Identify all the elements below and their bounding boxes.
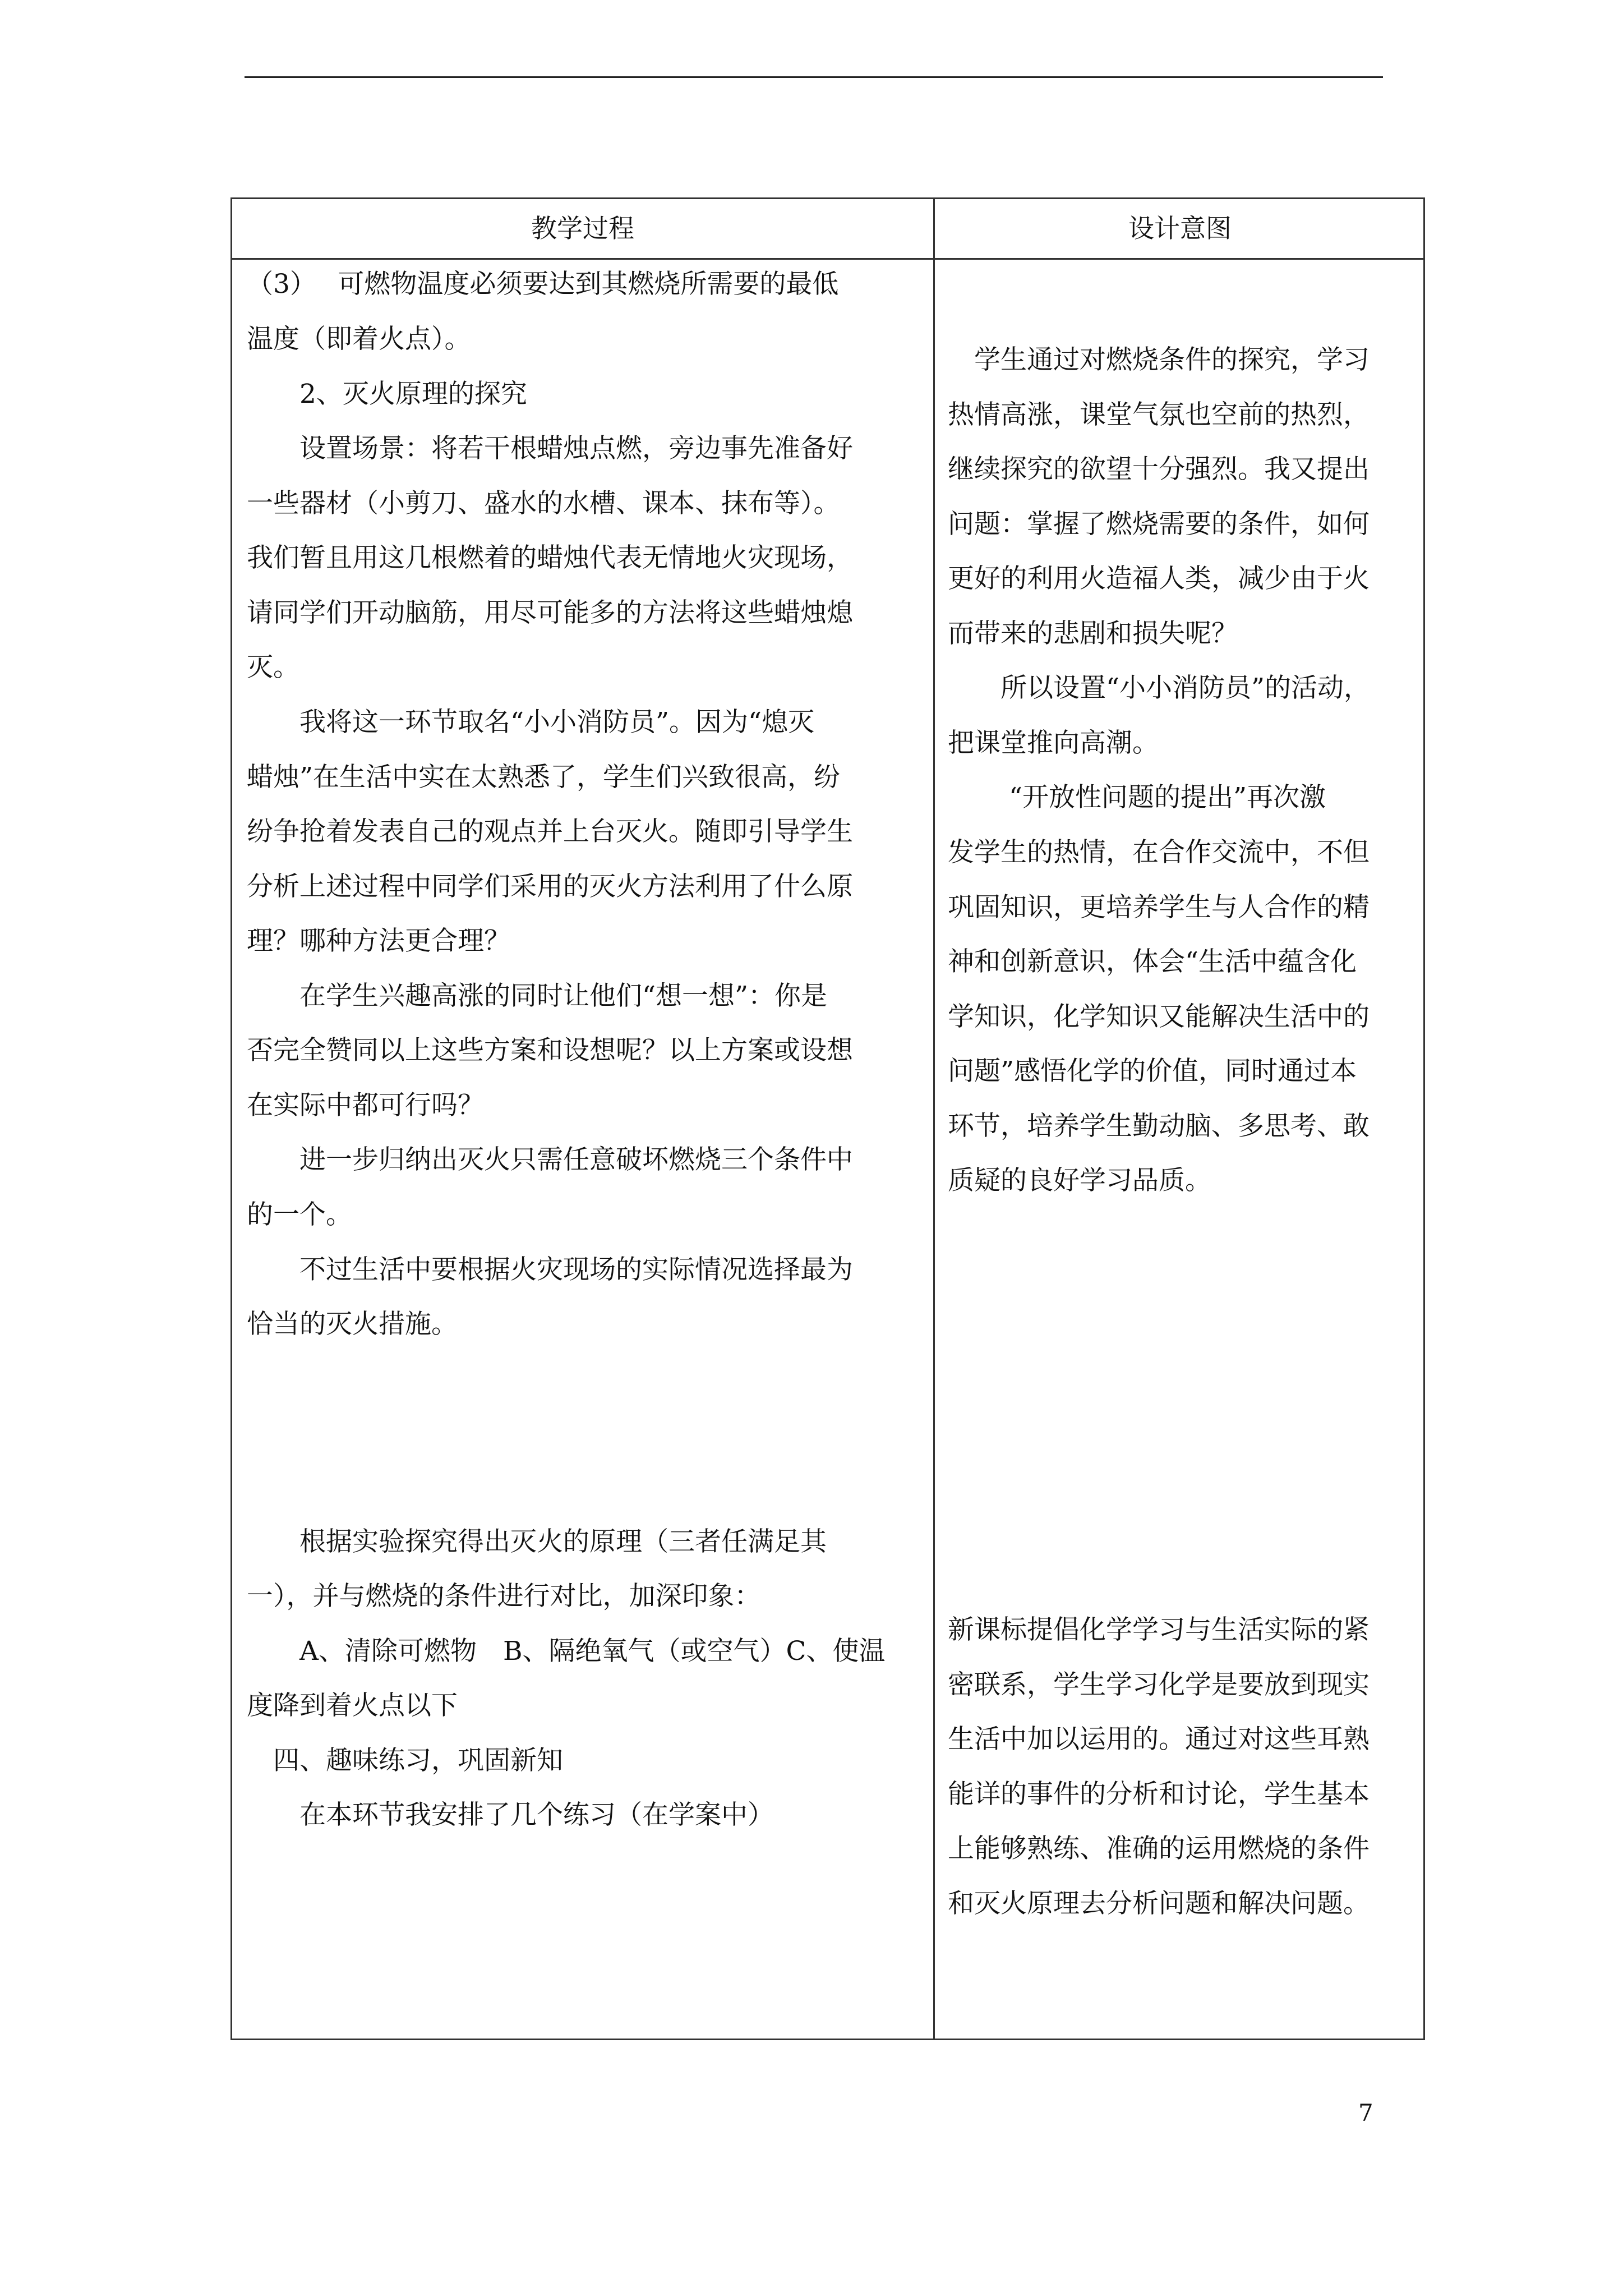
right-line: 学知识，化学知识又能解决生活中的 bbox=[948, 1001, 1370, 1032]
left-line: 我将这一环节取名“小小消防员”。因为“熄灭 bbox=[247, 707, 815, 738]
left-line: 一），并与燃烧的条件进行对比，加深印象： bbox=[247, 1581, 761, 1612]
left-line: 不过生活中要根据火灾现场的实际情况选择最为 bbox=[247, 1254, 853, 1285]
left-line: 否完全赞同以上这些方案和设想呢？以上方案或设想 bbox=[247, 1035, 853, 1066]
right-line: “开放性问题的提出”再次激 bbox=[948, 782, 1326, 813]
left-line: 设置场景：将若干根蜡烛点燃，旁边事先准备好 bbox=[247, 433, 853, 464]
right-line: 上能够熟练、准确的运用燃烧的条件 bbox=[948, 1833, 1370, 1864]
column-divider bbox=[933, 199, 935, 2039]
right-line: 质疑的良好学习品质。 bbox=[948, 1165, 1211, 1196]
left-line: 恰当的灭火措施。 bbox=[247, 1309, 458, 1340]
left-line: 请同学们开动脑筋，用尽可能多的方法将这些蜡烛熄 bbox=[247, 597, 853, 628]
left-line: 分析上述过程中同学们采用的灭火方法利用了什么原 bbox=[247, 871, 853, 902]
left-line: 在实际中都可行吗？ bbox=[247, 1090, 484, 1121]
right-line: 生活中加以运用的。通过对这些耳熟 bbox=[948, 1724, 1370, 1755]
right-line: 环节，培养学生勤动脑、多思考、敢 bbox=[948, 1111, 1370, 1142]
right-line: 更好的利用火造福人类，减少由于火 bbox=[948, 563, 1370, 594]
left-line: 在学生兴趣高涨的同时让他们“想一想”：你是 bbox=[247, 981, 828, 1011]
left-line: 进一步归纳出灭火只需任意破坏燃烧三个条件中 bbox=[247, 1144, 853, 1175]
right-line: 继续探究的欲望十分强烈。我又提出 bbox=[948, 454, 1370, 485]
right-line: 把课堂推向高潮。 bbox=[948, 728, 1159, 758]
right-line: 密联系，学生学习化学是要放到现实 bbox=[948, 1669, 1370, 1700]
left-line: 理？哪种方法更合理？ bbox=[247, 926, 510, 956]
right-line: 能详的事件的分析和讨论，学生基本 bbox=[948, 1779, 1370, 1810]
header-teaching-process: 教学过程 bbox=[531, 213, 634, 243]
left-line: （3） 可燃物温度必须要达到其燃烧所需要的最低 bbox=[247, 269, 839, 300]
right-line: 问题：掌握了燃烧需要的条件，如何 bbox=[948, 509, 1370, 540]
right-line: 发学生的热情，在合作交流中，不但 bbox=[948, 837, 1370, 868]
left-line: 度降到着火点以下 bbox=[247, 1690, 458, 1721]
left-line: 纷争抢着发表自己的观点并上台灭火。随即引导学生 bbox=[247, 816, 853, 847]
right-line: 问题”感悟化学的价值，同时通过本 bbox=[948, 1056, 1357, 1087]
left-line: 温度（即着火点）。 bbox=[247, 324, 471, 355]
right-line: 神和创新意识，体会“生活中蕴含化 bbox=[948, 946, 1357, 977]
right-line: 巩固知识，更培养学生与人合作的精 bbox=[948, 892, 1370, 923]
right-line: 所以设置“小小消防员”的活动， bbox=[948, 673, 1371, 703]
left-line: A、清除可燃物 B、隔绝氧气（或空气）C、使温 bbox=[247, 1636, 886, 1667]
right-line: 新课标提倡化学学习与生活实际的紧 bbox=[948, 1614, 1370, 1645]
right-line: 学生通过对燃烧条件的探究，学习 bbox=[948, 344, 1370, 375]
header-rule bbox=[245, 76, 1383, 78]
left-line: 蜡烛”在生活中实在太熟悉了，学生们兴致很高，纷 bbox=[247, 762, 841, 793]
right-line: 热情高涨，课堂气氛也空前的热烈， bbox=[948, 399, 1370, 430]
left-line: 在本环节我安排了几个练习（在学案中） bbox=[247, 1800, 774, 1830]
left-line: 的一个。 bbox=[247, 1199, 352, 1230]
left-line: 四、趣味练习，巩固新知 bbox=[247, 1745, 563, 1776]
header-design-intent: 设计意图 bbox=[1128, 213, 1232, 243]
page-number: 7 bbox=[1358, 2099, 1373, 2127]
right-line: 和灭火原理去分析问题和解决问题。 bbox=[948, 1888, 1370, 1919]
left-line: 灭。 bbox=[247, 652, 299, 683]
right-line: 而带来的悲剧和损失呢？ bbox=[948, 618, 1238, 649]
left-line: 根据实验探究得出灭火的原理（三者任满足其 bbox=[247, 1526, 827, 1557]
left-line: 2、灭火原理的探究 bbox=[247, 379, 527, 409]
left-line: 一些器材（小剪刀、盛水的水槽、课本、抹布等）。 bbox=[247, 488, 840, 519]
left-line: 我们暂且用这几根燃着的蜡烛代表无情地火灾现场， bbox=[247, 542, 853, 573]
